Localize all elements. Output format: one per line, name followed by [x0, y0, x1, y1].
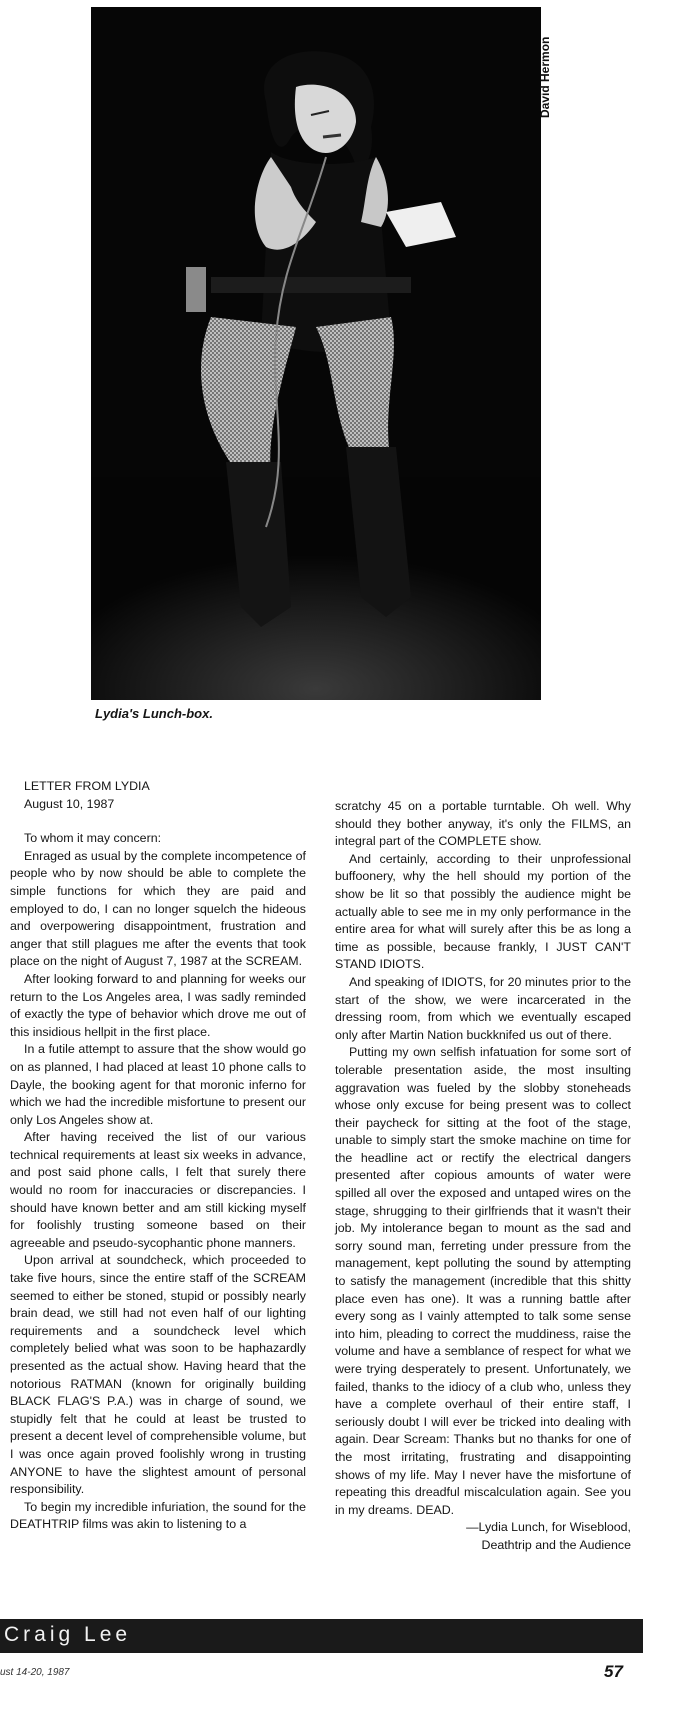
lydia-photo — [91, 7, 541, 700]
letter-paragraph: Upon arrival at soundcheck, which proceeded to take five hours, since the entire staff of the SCREAM seemed to either be stoned, stupid or possibly nearly brain dead, we still had not even half of our lighting requirements and a soundcheck level which completely belied what was soon to be haphazardly presented as the actual show. Having heard that the notorious RATMAN (known for originally building BLACK FLAG'S P.A.) was in charge of sound, we stupidly felt that he could at least be trusted to present a decent level of comprehensible volume, but I was once again proved foolishly wrong in trusting ANYONE to have the slightest amount of personal responsibility. — [10, 1253, 306, 1497]
letter-paragraph: In a futile attempt to assure that the show would go on as planned, I had placed at least 10 phone calls to Dayle, the booking agent for that moronic inferno for which we had the incredible misfortune to present our only Los Angeles show at. — [10, 1042, 306, 1127]
letter-paragraph: Enraged as usual by the complete incompetence of people who by now should be able to complete the simple functions for which they are paid and employed to do, I can no longer squelch the hideous and overpowering disappointment, frustration and anger that still plagues me after the events that took place on the night of August 7, 1987 at the SCREAM. — [10, 848, 306, 969]
author-name: Craig Lee — [4, 1623, 132, 1646]
letter-signature-continued: Deathtrip and the Audience — [481, 1537, 631, 1552]
letter-left-column — [10, 778, 306, 1534]
letter-paragraph: To begin my incredible infuriation, the sound for the DEATHTRIP films was akin to listening to a — [10, 1499, 306, 1532]
letter-heading: LETTER FROM LYDIA — [24, 779, 150, 793]
letter-paragraph: After having received the list of our various technical requirements at least six weeks in advance, and post said phone calls, I felt that surely there would no room for inaccuracies or discrepancies. I should have known better and am still kicking myself for foolishly trusting someone based on their agreeable and pseudo-sycophantic phone manners. — [10, 1130, 306, 1250]
letter-paragraph: Putting my own selfish infatuation for some sort of tolerable presentation aside, the most insulting aggravation was fueled by the slobby stoneheads whose only excuse for being present was to collect their paycheck for sitting at the foot of the stage, unable to simply start the smoke machine on time for the headline act or rectify the electrical dangers presented after copious amounts of water were spilled all over the exposed and untaped wires on the stage, shrugging to their girlfriends that it wasn't their job. My intolerance began to mount as the sad and sorry sound man, ferreting under pressure from the management, kept polluting the sound by attempting to satisfy the management (incredible that this shitty place even has one). It was a running battle after every song as I vainly attempted to talk some sense into him, pleading to correct the muddiness, raise the volume and have a semblance of respect for what we were trying desperately to present. Unfortunately, we failed, thanks to the idiocy of a club who, unless they have a complete overhaul of their entire staff, I seriously doubt I will ever be tricked into dealing with again. Dear Scream: Thanks but no thanks for one of the most irritating, frustrating and disappointing shows of my life. May I never have the misfortune of repeating this dreadful miscalculation again. See you in my dreams. DEAD. — [335, 1045, 631, 1517]
performer-photo-image — [91, 7, 541, 700]
photo-caption: Lydia's Lunch-box. — [95, 706, 213, 721]
letter-date: August 10, 1987 — [24, 796, 115, 811]
letter-salutation: To whom it may concern: — [24, 831, 162, 846]
letter-paragraph: And certainly, according to their unprofessional buffoonery, why the hell should my portion of the show be lit so that possibly the audience might be actually able to see me in my only performance in the entire area for what will surely after this be as long a time as possible, because frankly, I JUST CAN'T STAND IDIOTS. — [335, 851, 631, 972]
author-bar — [0, 1619, 643, 1653]
letter-paragraph: After looking forward to and planning for weeks our return to the Los Angeles area, I was sadly reminded of exactly the type of behavior which drove me out of this insidious hellpit in the first place. — [10, 971, 306, 1039]
issue-date: ust 14-20, 1987 — [0, 1667, 70, 1678]
letter-signature: —Lydia Lunch, for Wiseblood, — [466, 1520, 631, 1535]
letter-right-column — [335, 798, 631, 1555]
letter-paragraph: And speaking of IDIOTS, for 20 minutes prior to the start of the show, we were incarcerated in the dressing room, from which we eventually escaped only after Martin Nation buckknifed us out of there. — [335, 974, 631, 1042]
page-number: 57 — [604, 1662, 623, 1681]
letter-paragraph: scratchy 45 on a portable turntable. Oh well. Why should they bother anyway, it's only the FILMS, an integral part of the COMPLETE show. — [335, 799, 631, 849]
photo-credit: David Hermon — [538, 36, 552, 118]
